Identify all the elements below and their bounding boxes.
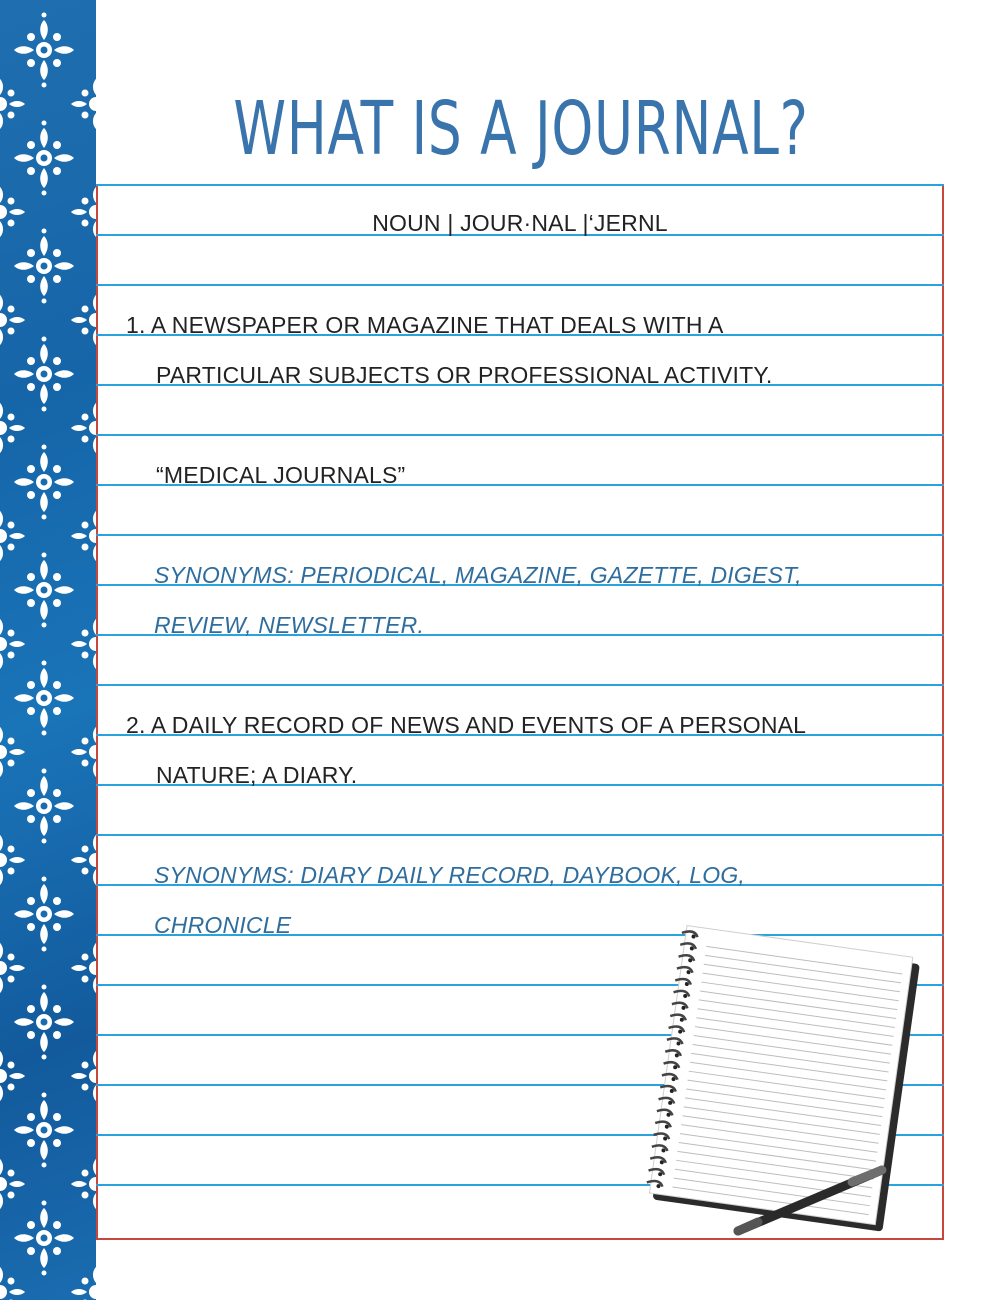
definition-2-line-1: 2. A DAILY RECORD OF NEWS AND EVENTS OF A PERSONAL [126,712,807,738]
definition-2-synonyms-line-2: CHRONICLE [154,912,292,938]
definition-1-example: “MEDICAL JOURNALS” [156,462,406,488]
ruled-line [96,684,944,686]
ruled-line [96,284,944,286]
damask-pattern-icon [0,0,96,1300]
side-pattern-strip [0,0,96,1300]
ruled-line [96,834,944,836]
spiral-notebook-icon [630,918,930,1248]
definition-2-synonyms-line-1: SYNONYMS: DIARY DAILY RECORD, DAYBOOK, LOG, [154,862,746,888]
definition-1-line-1: 1. A NEWSPAPER OR MAGAZINE THAT DEALS WITH A [126,312,724,338]
definition-2-line-2: NATURE; A DIARY. [156,762,358,788]
page-title: WHAT IS A JOURNAL? [233,86,809,172]
ruled-line [96,434,944,436]
definition-1-synonyms-line-1: SYNONYMS: PERIODICAL, MAGAZINE, GAZETTE, DIGEST, [154,562,802,588]
pronunciation: NOUN | JOUR·NAL |‘JERNL [372,210,668,236]
ruled-line [96,534,944,536]
definition-1-synonyms-line-2: REVIEW, NEWSLETTER. [154,612,425,638]
ruled-line [96,184,944,186]
definition-1-line-2: PARTICULAR SUBJECTS OR PROFESSIONAL ACTIVITY. [156,362,773,388]
